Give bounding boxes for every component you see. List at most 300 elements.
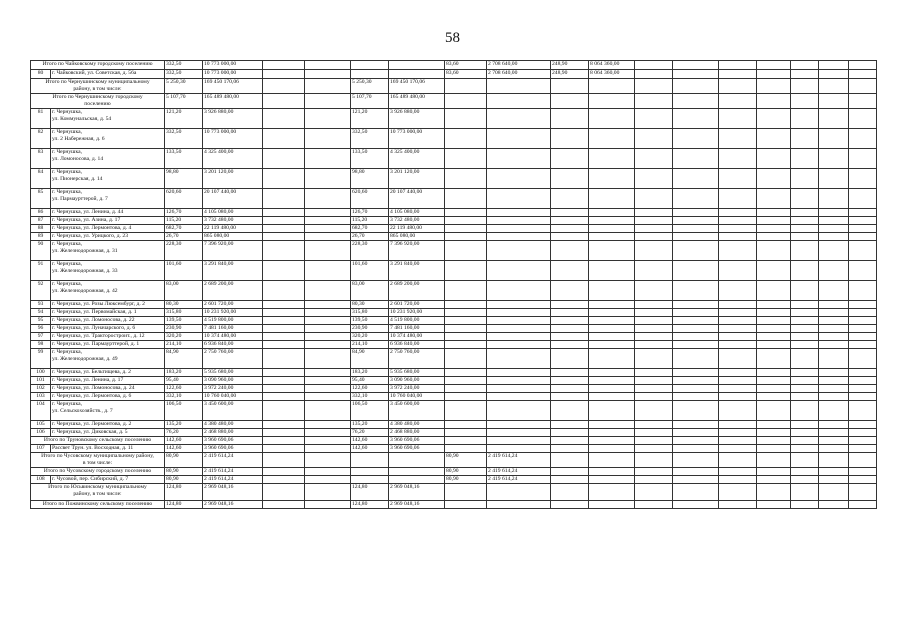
value-cell — [819, 428, 849, 436]
value-cell — [445, 232, 487, 240]
value-cell — [719, 280, 757, 300]
value-cell: 2 689 200,00 — [203, 280, 263, 300]
value-cell — [589, 420, 635, 428]
value-cell: 124,80 — [351, 500, 389, 508]
value-cell: 115,20 — [165, 216, 203, 224]
value-cell: 7 481 160,00 — [203, 324, 263, 332]
value-cell — [551, 444, 589, 452]
value-cell — [445, 400, 487, 420]
value-cell — [819, 232, 849, 240]
page-number: 58 — [445, 30, 460, 46]
value-cell — [819, 348, 849, 368]
value-cell — [487, 232, 551, 240]
row-number: 99 — [31, 348, 51, 368]
row-number: 81 — [31, 108, 51, 128]
value-cell — [757, 428, 791, 436]
value-cell — [819, 316, 849, 324]
value-cell — [589, 316, 635, 324]
value-cell: 3 201 120,00 — [203, 168, 263, 188]
value-cell — [305, 232, 351, 240]
value-cell — [487, 368, 551, 376]
address-cell: г. Чернушка, ул. Урицкого, д. 23 — [51, 232, 165, 240]
value-cell — [791, 216, 819, 224]
value-cell — [445, 188, 487, 208]
value-cell: 142,60 — [351, 436, 389, 444]
row-number: 85 — [31, 188, 51, 208]
value-cell — [719, 428, 757, 436]
value-cell — [487, 384, 551, 392]
value-cell — [487, 280, 551, 300]
value-cell — [635, 308, 673, 316]
value-cell: 682,70 — [165, 224, 203, 232]
value-cell — [551, 368, 589, 376]
value-cell — [757, 148, 791, 168]
value-cell: 3 960 690,06 — [203, 436, 263, 444]
value-cell — [673, 348, 719, 368]
value-cell — [445, 308, 487, 316]
value-cell — [635, 444, 673, 452]
value-cell — [819, 332, 849, 340]
value-cell — [263, 240, 305, 260]
table-row — [31, 384, 877, 392]
value-cell: 248,90 — [551, 61, 589, 70]
value-cell — [635, 467, 673, 475]
value-cell: 80,90 — [165, 467, 203, 475]
value-cell — [589, 428, 635, 436]
value-cell — [389, 467, 445, 475]
row-number: 97 — [31, 332, 51, 340]
value-cell — [849, 300, 877, 308]
value-cell — [551, 376, 589, 384]
value-cell — [589, 483, 635, 500]
value-cell — [589, 232, 635, 240]
value-cell: 2 689 200,00 — [389, 280, 445, 300]
row-number: 98 — [31, 340, 51, 348]
value-cell: 2 419 614,24 — [203, 467, 263, 475]
value-cell — [719, 392, 757, 400]
value-cell — [673, 108, 719, 128]
value-cell — [673, 384, 719, 392]
value-cell — [849, 467, 877, 475]
value-cell — [757, 420, 791, 428]
value-cell — [487, 400, 551, 420]
value-cell — [819, 70, 849, 79]
value-cell — [635, 316, 673, 324]
value-cell — [551, 108, 589, 128]
value-cell — [757, 61, 791, 70]
value-cell — [719, 224, 757, 232]
value-cell — [719, 368, 757, 376]
value-cell — [589, 452, 635, 467]
value-cell — [551, 224, 589, 232]
value-cell — [589, 148, 635, 168]
value-cell — [263, 428, 305, 436]
address-cell: Рассвет Трун. ул. Восходная, д. 11 — [51, 444, 165, 452]
value-cell — [445, 208, 487, 216]
table-row — [31, 148, 877, 168]
value-cell: 3 291 840,00 — [389, 260, 445, 280]
value-cell: 2 750 760,00 — [203, 348, 263, 368]
value-cell: 26,70 — [351, 232, 389, 240]
value-cell — [635, 428, 673, 436]
value-cell — [791, 376, 819, 384]
table-row — [31, 444, 877, 452]
value-cell — [719, 340, 757, 348]
value-cell — [791, 444, 819, 452]
value-cell — [635, 436, 673, 444]
value-cell: 10 231 920,00 — [389, 308, 445, 316]
value-cell: 3 090 960,00 — [203, 376, 263, 384]
value-cell — [635, 376, 673, 384]
value-cell: 620,60 — [165, 188, 203, 208]
address-cell: г. Чернушка, ул. Лермонтова, д. 6 — [51, 392, 165, 400]
value-cell — [551, 168, 589, 188]
value-cell: 5 250,30 — [165, 79, 203, 94]
row-number: 108 — [31, 475, 51, 483]
value-cell — [849, 428, 877, 436]
value-cell — [635, 79, 673, 94]
value-cell — [551, 308, 589, 316]
value-cell — [551, 280, 589, 300]
value-cell: 8 064 360,00 — [589, 61, 635, 70]
row-number: 103 — [31, 392, 51, 400]
value-cell: 98,80 — [165, 168, 203, 188]
value-cell — [819, 61, 849, 70]
value-cell — [445, 428, 487, 436]
value-cell — [305, 436, 351, 444]
row-number: 95 — [31, 316, 51, 324]
value-cell — [849, 324, 877, 332]
value-cell — [673, 300, 719, 308]
value-cell — [263, 348, 305, 368]
value-cell — [791, 224, 819, 232]
table-row — [31, 332, 877, 340]
value-cell — [389, 70, 445, 79]
value-cell — [589, 93, 635, 108]
value-cell — [757, 500, 791, 508]
value-cell — [589, 240, 635, 260]
value-cell — [263, 332, 305, 340]
value-cell: 10 374 480,00 — [389, 332, 445, 340]
subtotal-label: Итого по Юсьвинскому муниципальному району, в том числе: — [31, 483, 165, 500]
value-cell — [589, 444, 635, 452]
value-cell: 98,80 — [351, 168, 389, 188]
table-row — [31, 240, 877, 260]
value-cell — [791, 324, 819, 332]
value-cell — [719, 108, 757, 128]
value-cell: 22 119 480,00 — [389, 224, 445, 232]
value-cell — [849, 332, 877, 340]
value-cell: 10 773 000,00 — [203, 70, 263, 79]
value-cell — [589, 260, 635, 280]
value-cell: 126,70 — [165, 208, 203, 216]
value-cell — [819, 392, 849, 400]
table-row — [31, 348, 877, 368]
value-cell — [719, 452, 757, 467]
value-cell — [305, 79, 351, 94]
value-cell: 95,40 — [165, 376, 203, 384]
value-cell — [757, 376, 791, 384]
value-cell — [589, 308, 635, 316]
value-cell — [719, 436, 757, 444]
value-cell: 228,30 — [165, 240, 203, 260]
value-cell — [635, 168, 673, 188]
value-cell — [551, 436, 589, 444]
value-cell — [757, 483, 791, 500]
value-cell — [445, 108, 487, 128]
value-cell — [263, 420, 305, 428]
value-cell: 183,20 — [351, 368, 389, 376]
value-cell — [551, 208, 589, 216]
value-cell: 135,20 — [351, 420, 389, 428]
value-cell — [445, 340, 487, 348]
value-cell — [445, 316, 487, 324]
value-cell: 139,50 — [165, 316, 203, 324]
value-cell — [305, 168, 351, 188]
value-cell — [389, 452, 445, 467]
value-cell — [305, 148, 351, 168]
value-cell: 83,60 — [445, 61, 487, 70]
row-number: 87 — [31, 216, 51, 224]
value-cell: 121,20 — [351, 108, 389, 128]
value-cell — [673, 240, 719, 260]
row-number: 86 — [31, 208, 51, 216]
value-cell — [819, 483, 849, 500]
table-row — [31, 70, 877, 79]
value-cell — [849, 483, 877, 500]
value-cell — [719, 208, 757, 216]
value-cell: 20 107 440,00 — [389, 188, 445, 208]
value-cell: 6 936 840,00 — [389, 340, 445, 348]
subtotal-label: Итого по Пожвинскому сельскому поселению — [31, 500, 165, 508]
value-cell — [551, 340, 589, 348]
value-cell — [819, 93, 849, 108]
value-cell: 165 489 480,00 — [203, 93, 263, 108]
value-cell — [305, 392, 351, 400]
value-cell: 3 090 960,00 — [389, 376, 445, 384]
value-cell — [849, 260, 877, 280]
value-cell: 169 450 170,06 — [389, 79, 445, 94]
value-cell — [757, 400, 791, 420]
value-cell — [487, 240, 551, 260]
address-cell: г. Чернушка, ул. Первомайская, д. 1 — [51, 308, 165, 316]
value-cell — [551, 216, 589, 224]
value-cell — [757, 392, 791, 400]
value-cell — [445, 148, 487, 168]
value-cell: 315,80 — [165, 308, 203, 316]
value-cell — [791, 420, 819, 428]
value-cell — [445, 420, 487, 428]
value-cell — [635, 280, 673, 300]
table-row — [31, 208, 877, 216]
value-cell — [263, 316, 305, 324]
value-cell — [673, 500, 719, 508]
value-cell — [445, 168, 487, 188]
table-row — [31, 232, 877, 240]
address-cell: г. Чернушка, ул. Железнодорожная, д. 33 — [51, 260, 165, 280]
value-cell — [487, 216, 551, 224]
subtotal-row — [31, 483, 877, 500]
address-cell: г. Чернушка, ул. Ленина, д. 17 — [51, 376, 165, 384]
value-cell — [719, 260, 757, 280]
row-number: 93 — [31, 300, 51, 308]
value-cell — [757, 436, 791, 444]
value-cell — [445, 384, 487, 392]
address-cell: г. Чернушка, ул. Бельтищева, д. 2 — [51, 368, 165, 376]
value-cell — [351, 61, 389, 70]
value-cell — [791, 280, 819, 300]
value-cell: 332,50 — [165, 70, 203, 79]
value-cell — [719, 483, 757, 500]
address-cell: г. Чернушка, ул. Сельскохозяйств., д. 7 — [51, 400, 165, 420]
value-cell — [487, 260, 551, 280]
value-cell — [791, 475, 819, 483]
subtotal-row — [31, 452, 877, 467]
value-cell — [263, 216, 305, 224]
value-cell — [849, 444, 877, 452]
value-cell — [305, 128, 351, 148]
value-cell: 332,10 — [351, 392, 389, 400]
value-cell — [673, 428, 719, 436]
value-cell: 183,20 — [165, 368, 203, 376]
value-cell — [673, 475, 719, 483]
value-cell — [263, 400, 305, 420]
value-cell — [757, 308, 791, 316]
value-cell — [589, 400, 635, 420]
value-cell: 2 750 760,00 — [389, 348, 445, 368]
value-cell: 80,90 — [445, 452, 487, 467]
value-cell — [673, 79, 719, 94]
subtotal-label: Итого по Чусовскому городскому поселению — [31, 467, 165, 475]
value-cell — [635, 93, 673, 108]
value-cell — [551, 384, 589, 392]
value-cell — [791, 400, 819, 420]
value-cell: 80,30 — [351, 300, 389, 308]
value-cell: 4 380 480,00 — [203, 420, 263, 428]
value-cell — [819, 260, 849, 280]
value-cell: 10 773 000,00 — [203, 61, 263, 70]
value-cell: 4 325 400,00 — [203, 148, 263, 168]
value-cell — [635, 260, 673, 280]
value-cell — [719, 400, 757, 420]
value-cell — [719, 79, 757, 94]
value-cell — [719, 332, 757, 340]
value-cell — [791, 168, 819, 188]
row-number: 106 — [31, 428, 51, 436]
value-cell — [445, 240, 487, 260]
value-cell: 20 107 440,00 — [203, 188, 263, 208]
value-cell — [719, 128, 757, 148]
value-cell: 3 732 480,00 — [203, 216, 263, 224]
value-cell — [719, 308, 757, 316]
address-cell: г. Чернушка, ул. Розы Люксембург, д. 2 — [51, 300, 165, 308]
value-cell — [551, 128, 589, 148]
value-cell — [551, 316, 589, 324]
value-cell: 10 374 480,00 — [203, 332, 263, 340]
value-cell — [719, 93, 757, 108]
value-cell: 10 773 000,00 — [203, 128, 263, 148]
value-cell: 124,80 — [165, 500, 203, 508]
value-cell — [305, 500, 351, 508]
value-cell — [305, 428, 351, 436]
subtotal-row — [31, 61, 877, 70]
address-cell: г. Чернушка, ул. Железнодорожная, д. 49 — [51, 348, 165, 368]
row-number: 94 — [31, 308, 51, 316]
value-cell: 80,90 — [445, 475, 487, 483]
value-cell: 332,50 — [351, 128, 389, 148]
value-cell — [719, 444, 757, 452]
value-cell — [719, 467, 757, 475]
value-cell — [849, 340, 877, 348]
value-cell — [445, 280, 487, 300]
value-cell — [263, 70, 305, 79]
value-cell — [551, 483, 589, 500]
value-cell — [791, 93, 819, 108]
value-cell: 8 064 360,00 — [589, 70, 635, 79]
value-cell — [673, 324, 719, 332]
value-cell — [849, 280, 877, 300]
value-cell — [719, 188, 757, 208]
value-cell: 142,60 — [165, 444, 203, 452]
value-cell — [635, 108, 673, 128]
value-cell — [263, 280, 305, 300]
value-cell: 2 708 640,00 — [487, 61, 551, 70]
table-row — [31, 300, 877, 308]
value-cell — [791, 340, 819, 348]
value-cell: 3 450 600,00 — [203, 400, 263, 420]
value-cell: 2 419 614,24 — [203, 475, 263, 483]
value-cell — [635, 324, 673, 332]
value-cell: 332,50 — [165, 61, 203, 70]
value-cell — [791, 61, 819, 70]
value-cell — [819, 79, 849, 94]
value-cell — [635, 61, 673, 70]
value-cell — [263, 392, 305, 400]
value-cell: 83,00 — [165, 280, 203, 300]
row-number: 89 — [31, 232, 51, 240]
value-cell: 2 969 048,16 — [389, 500, 445, 508]
value-cell — [757, 384, 791, 392]
row-number: 105 — [31, 420, 51, 428]
value-cell: 7 396 920,00 — [203, 240, 263, 260]
address-cell: г. Чернушка, ул. Пармаурттерой, д. 1 — [51, 340, 165, 348]
value-cell — [551, 260, 589, 280]
value-cell — [305, 475, 351, 483]
value-cell: 4 105 080,00 — [203, 208, 263, 216]
value-cell — [673, 280, 719, 300]
subtotal-label: Итого по Чернушинскому муниципальному району, в том числе: — [31, 79, 165, 94]
value-cell — [305, 332, 351, 340]
value-cell — [673, 467, 719, 475]
value-cell — [791, 148, 819, 168]
value-cell — [757, 452, 791, 467]
value-cell — [487, 93, 551, 108]
value-cell: 2 419 614,24 — [487, 467, 551, 475]
value-cell — [849, 436, 877, 444]
value-cell — [673, 420, 719, 428]
value-cell — [849, 216, 877, 224]
value-cell — [849, 348, 877, 368]
value-cell: 320,20 — [351, 332, 389, 340]
value-cell: 3 960 690,06 — [389, 436, 445, 444]
value-cell — [791, 384, 819, 392]
value-cell — [589, 392, 635, 400]
value-cell — [819, 188, 849, 208]
value-cell — [673, 316, 719, 324]
value-cell — [635, 232, 673, 240]
value-cell — [791, 467, 819, 475]
value-cell — [719, 61, 757, 70]
